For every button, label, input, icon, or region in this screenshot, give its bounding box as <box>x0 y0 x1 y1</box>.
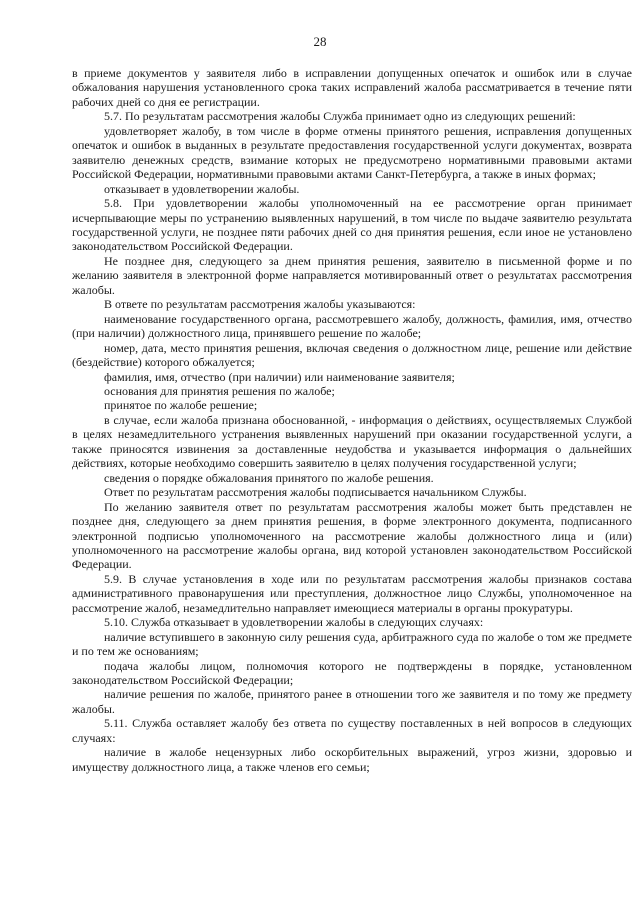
paragraph: номер, дата, место принятия решения, включая сведения о должностном лице, решение или действие (бездействие) которого обжалуется; <box>72 340 632 370</box>
paragraph: основания для принятия решения по жалобе; <box>104 383 335 398</box>
paragraph: принятое по жалобе решение; <box>104 398 258 413</box>
paragraph: наличие в жалобе нецензурных либо оскорбительных выражений, угроз жизни, здоровью и имуществу должностного лица, а также членов его семьи; <box>72 745 632 774</box>
paragraph: отказывает в удовлетворении жалобы. <box>104 181 300 196</box>
paragraph: удовлетворяет жалобу, в том числе в форме отмены принятого решения, исправления допущенных опечаток и ошибок в выданных в результате предоставления государственной услуги документах, возврата заявителю денежных средств, взимание которых не предусмотрено нормативными правовыми актами Российской Федерации, нормативными правовыми актами Санкт-Петербурга, а также в иных формах; <box>72 123 632 182</box>
paragraph: подача жалобы лицом, полномочия которого не подтверждены в порядке, установленном законодательством Российской Федерации; <box>72 658 632 688</box>
paragraph: В ответе по результатам рассмотрения жалобы указываются: <box>104 297 416 312</box>
paragraph: 5.8. При удовлетворении жалобы уполномоченный на ее рассмотрение орган принимает исчерпывающие меры по устранению выявленных нарушений, в том числе по выдаче заявителю результата государственной услуги, не позднее пяти рабочих дней со дня принятия решения, если иное не установлено законодательством Российской Федерации. <box>72 196 632 254</box>
paragraph: По желанию заявителя ответ по результатам рассмотрения жалобы может быть представлен не позднее дня, следующего за днем принятия решения, в форме электронного документа, подписанного электронной подписью уполномоченного на рассмотрение жалобы должностного лица и (или) уполномоченного на рассмотрение жалобы органа, вид которой установлен законодательством Российской Федерации. <box>72 499 632 572</box>
paragraph: в случае, если жалоба признана обоснованной, - информация о действиях, осуществляемых Службой в целях незамедлительного устранения выявленных нарушений при оказании государственной услуги, а также приносятся извинения за доставленные неудобства и указывается информация о дальнейших действиях, которые необходимо совершить заявителю в целях получения государственной услуги; <box>72 412 632 471</box>
document-body <box>72 66 632 774</box>
paragraph: 5.9. В случае установления в ходе или по результатам рассмотрения жалобы признаков состава административного правонарушения или преступления, должностное лицо Службы, уполномоченное на рассмотрение жалоб, незамедлительно направляет имеющиеся материалы в органы прокуратуры. <box>72 571 632 615</box>
paragraph: Не позднее дня, следующего за днем принятия решения, заявителю в письменной форме и по желанию заявителя в электронной форме направляется мотивированный ответ о результатах рассмотрения жалобы. <box>72 253 632 297</box>
paragraph: сведения о порядке обжалования принятого по жалобе решения. <box>104 470 434 485</box>
paragraph: 5.7. По результатам рассмотрения жалобы Служба принимает одно из следующих решений: <box>104 109 576 124</box>
paragraph: 5.11. Служба оставляет жалобу без ответа по существу поставленных в ней вопросов в следующих случаях: <box>72 716 632 745</box>
paragraph: 5.10. Служба отказывает в удовлетворении жалобы в следующих случаях: <box>104 615 484 630</box>
paragraph: наличие решения по жалобе, принятого ранее в отношении того же заявителя и по тому же предмету жалобы. <box>72 687 632 716</box>
paragraph: в приеме документов у заявителя либо в исправлении допущенных опечаток и ошибок или в случае обжалования нарушения установленного срока таких исправлений жалоба рассматривается в течение пяти рабочих дней со дня ее регистрации. <box>72 66 632 109</box>
paragraph: наименование государственного органа, рассмотревшего жалобу, должность, фамилия, имя, отчество (при наличии) должностного лица, принявшего решение по жалобе; <box>72 311 632 341</box>
paragraph: фамилия, имя, отчество (при наличии) или наименование заявителя; <box>104 369 455 384</box>
paragraph: наличие вступившего в законную силу решения суда, арбитражного суда по жалобе о том же предмете и по тем же основаниям; <box>72 629 632 659</box>
paragraph: Ответ по результатам рассмотрения жалобы подписывается начальником Службы. <box>104 485 527 500</box>
page-number: 28 <box>313 34 327 49</box>
